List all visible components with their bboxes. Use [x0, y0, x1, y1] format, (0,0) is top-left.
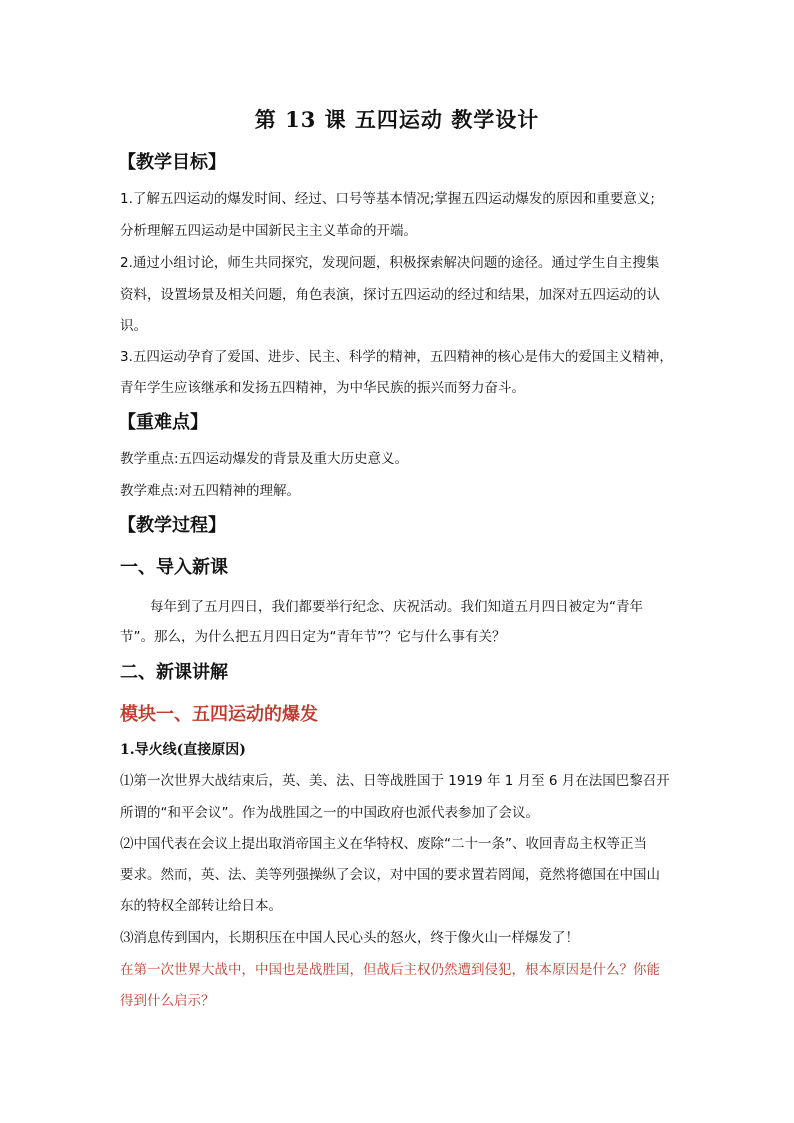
key-point-line: 教学难点:对五四精神的理解。 [120, 483, 301, 499]
lesson-line: 所谓的“和平会议”。作为战胜国之一的中国政府也派代表参加了会议。 [120, 805, 539, 821]
objectives-line: 资料，设置场景及相关问题，角色表演，探讨五四运动的经过和结果，加深对五四运动的认 [120, 287, 660, 303]
question-line: 得到什么启示？ [120, 993, 215, 1009]
question-line: 在第一次世界大战中，中国也是战胜国，但战后主权仍然遭到侵犯，根本原因是什么？你能 [120, 962, 660, 978]
intro-line: 节”。那么，为什么把五月四日定为“青年节”？它与什么事有关？ [120, 629, 506, 645]
subsection-heading: 1.导火线(直接原因) [120, 742, 246, 758]
objectives-line: 1.了解五四运动的爆发时间、经过、口号等基本情况;掌握五四运动爆发的原因和重要意义; [120, 191, 655, 207]
process-heading: 【教学过程】 [118, 515, 226, 536]
lesson-line: ⑴第一次世界大战结束后，英、美、法、日等战胜国于 1919 年 1 月至 6 月在法国巴黎召开 [120, 773, 670, 789]
objectives-line: 分析理解五四运动是中国新民主主义革命的开端。 [120, 223, 417, 239]
objectives-line: 青年学生应该继承和发扬五四精神，为中华民族的振兴而努力奋斗。 [120, 380, 525, 396]
objectives-heading: 【教学目标】 [118, 152, 226, 173]
objectives-line: 2.通过小组讨论，师生共同探究，发现问题，积极探索解决问题的途径。通过学生自主搜集 [120, 255, 660, 271]
key-point-line: 教学重点:五四运动爆发的背景及重大历史意义。 [120, 451, 409, 467]
page-title: 第 13 课 五四运动 教学设计 [254, 107, 540, 132]
part2-heading: 二、新课讲解 [120, 662, 228, 683]
module-heading: 模块一、五四运动的爆发 [120, 704, 318, 725]
objectives-line: 3.五四运动孕育了爱国、进步、民主、科学的精神，五四精神的核心是伟大的爱国主义精神， [120, 349, 673, 365]
key-points-heading: 【重难点】 [118, 412, 208, 433]
objectives-line: 识。 [120, 318, 147, 334]
lesson-line: ⑵中国代表在会议上提出取消帝国主义在华特权、废除“二十一条”、收回青岛主权等正当 [120, 836, 647, 852]
lesson-line: 要求。然而，英、法、美等列强操纵了会议，对中国的要求置若罔闻，竟然将德国在中国山 [120, 867, 660, 883]
part1-heading: 一、导入新课 [120, 557, 228, 578]
lesson-line: ⑶消息传到国内，长期积压在中国人民心头的怒火，终于像火山一样爆发了！ [120, 930, 579, 946]
lesson-line: 东的特权全部转让给日本。 [120, 898, 282, 914]
intro-line: 每年到了五月四日，我们都要举行纪念、庆祝活动。我们知道五月四日被定为“青年 [150, 599, 643, 615]
